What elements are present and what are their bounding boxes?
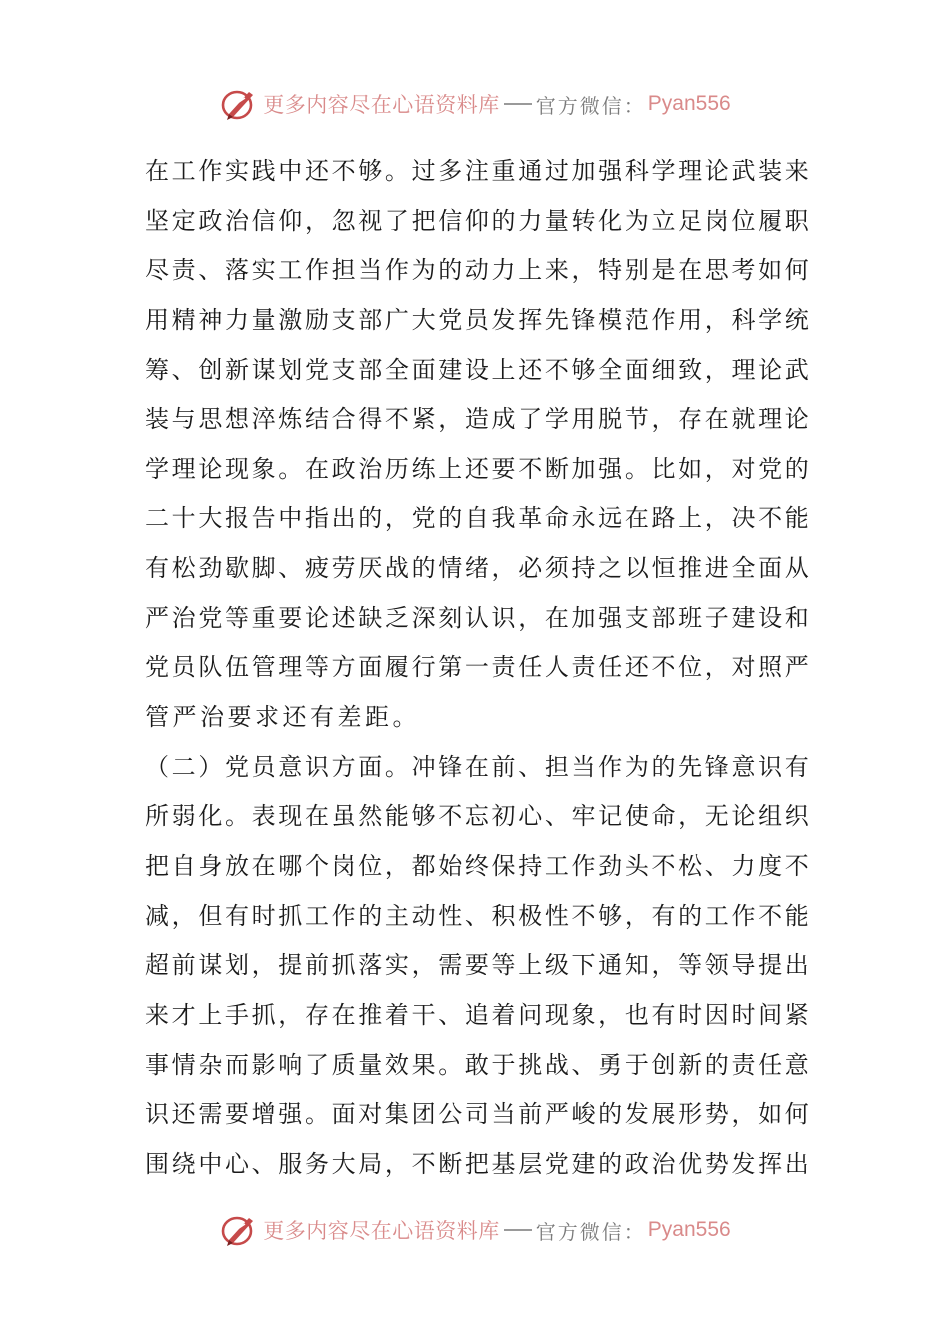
- text-line: 管严治要求还有差距。: [145, 703, 420, 732]
- text-line: 学 理 论 现 象 。 在 政 治 历 练 上 还 要 不 断 加 强 。 比 如 ， 对 党 的: [145, 454, 809, 483]
- banner-dash: [504, 103, 532, 105]
- text-line: 识 还 需 要 增 强 。 面 对 集 团 公 司 当 前 严 峻 的 发 展 形 势 ， 如 何: [145, 1100, 809, 1129]
- text-line: 来 才 上 手 抓 ， 存 在 推 着 干 、 追 着 问 现 象 ， 也 有 时 因 时 间 紧: [145, 1000, 809, 1029]
- pen-circle-logo-icon: [219, 1210, 259, 1250]
- text-line: 二 十 大 报 告 中 指 出 的 ， 党 的 自 我 革 命 永 远 在 路 上 ， 决 不 能: [145, 504, 809, 533]
- text-line: 坚 定 政 治 信 仰 ， 忽 视 了 把 信 仰 的 力 量 转 化 为 立 足 岗 位 履 职: [145, 206, 809, 235]
- text-line: 有 松 劲 歇 脚 、 疲 劳 厌 战 的 情 绪 ， 必 须 持 之 以 恒 推 进 全 面 从: [145, 554, 809, 583]
- text-line: 把 自 身 放 在 哪 个 岗 位 ， 都 始 终 保 持 工 作 劲 头 不 松 、 力 度 不: [145, 851, 809, 880]
- text-line: 超 前 谋 划 ， 提 前 抓 落 实 ， 需 要 等 上 级 下 通 知 ， 等 领 导 提 出: [145, 951, 809, 980]
- banner-dash: [504, 1229, 532, 1231]
- banner-wechat-label: 官方微信：: [535, 93, 646, 118]
- banner-wechat-id: Pyan556: [647, 92, 731, 115]
- banner-library-text: 更多内容尽在心语资料库: [263, 93, 500, 117]
- footer-banner: [0, 1208, 950, 1252]
- text-line: （ 二 ） 党 员 意 识 方 面 。 冲 锋 在 前 、 担 当 作 为 的 先 锋 意 识 有: [145, 752, 809, 781]
- text-line: 围 绕 中 心 、 服 务 大 局 ， 不 断 把 基 层 党 建 的 政 治 优 势 发 挥 出: [145, 1149, 809, 1178]
- text-line: 党 员 队 伍 管 理 等 方 面 履 行 第 一 责 任 人 责 任 还 不 位 ， 对 照 严: [145, 653, 809, 682]
- banner-wechat-label: 官方微信：: [535, 1219, 646, 1244]
- text-line: 用 精 神 力 量 激 励 支 部 广 大 党 员 发 挥 先 锋 模 范 作 用 ， 科 学 统: [145, 305, 809, 334]
- banner-wechat-id: Pyan556: [647, 1218, 731, 1241]
- document-body: [145, 147, 809, 1189]
- text-line: 严 治 党 等 重 要 论 述 缺 乏 深 刻 认 识 ， 在 加 强 支 部 班 子 建 设 和: [145, 603, 809, 632]
- banner-library-text: 更多内容尽在心语资料库: [263, 1219, 500, 1243]
- text-line: 装 与 思 想 淬 炼 结 合 得 不 紧 ， 造 成 了 学 用 脱 节 ， 存 在 就 理 论: [145, 405, 809, 434]
- header-banner: [0, 82, 950, 126]
- text-line: 所 弱 化 。 表 现 在 虽 然 能 够 不 忘 初 心 、 牢 记 使 命 ， 无 论 组 织: [145, 802, 809, 831]
- text-line: 减 ， 但 有 时 抓 工 作 的 主 动 性 、 积 极 性 不 够 ， 有 的 工 作 不 能: [145, 901, 809, 930]
- text-line: 筹 、 创 新 谋 划 党 支 部 全 面 建 设 上 还 不 够 全 面 细 致 ， 理 论 武: [145, 355, 809, 384]
- text-line: 事 情 杂 而 影 响 了 质 量 效 果 。 敢 于 挑 战 、 勇 于 创 新 的 责 任 意: [145, 1050, 809, 1079]
- text-line: 在 工 作 实 践 中 还 不 够 。 过 多 注 重 通 过 加 强 科 学 理 论 武 装 来: [145, 157, 809, 185]
- pen-circle-logo-icon: [219, 84, 259, 124]
- text-line: 尽 责 、 落 实 工 作 担 当 作 为 的 动 力 上 来 ， 特 别 是 在 思 考 如 何: [145, 256, 809, 285]
